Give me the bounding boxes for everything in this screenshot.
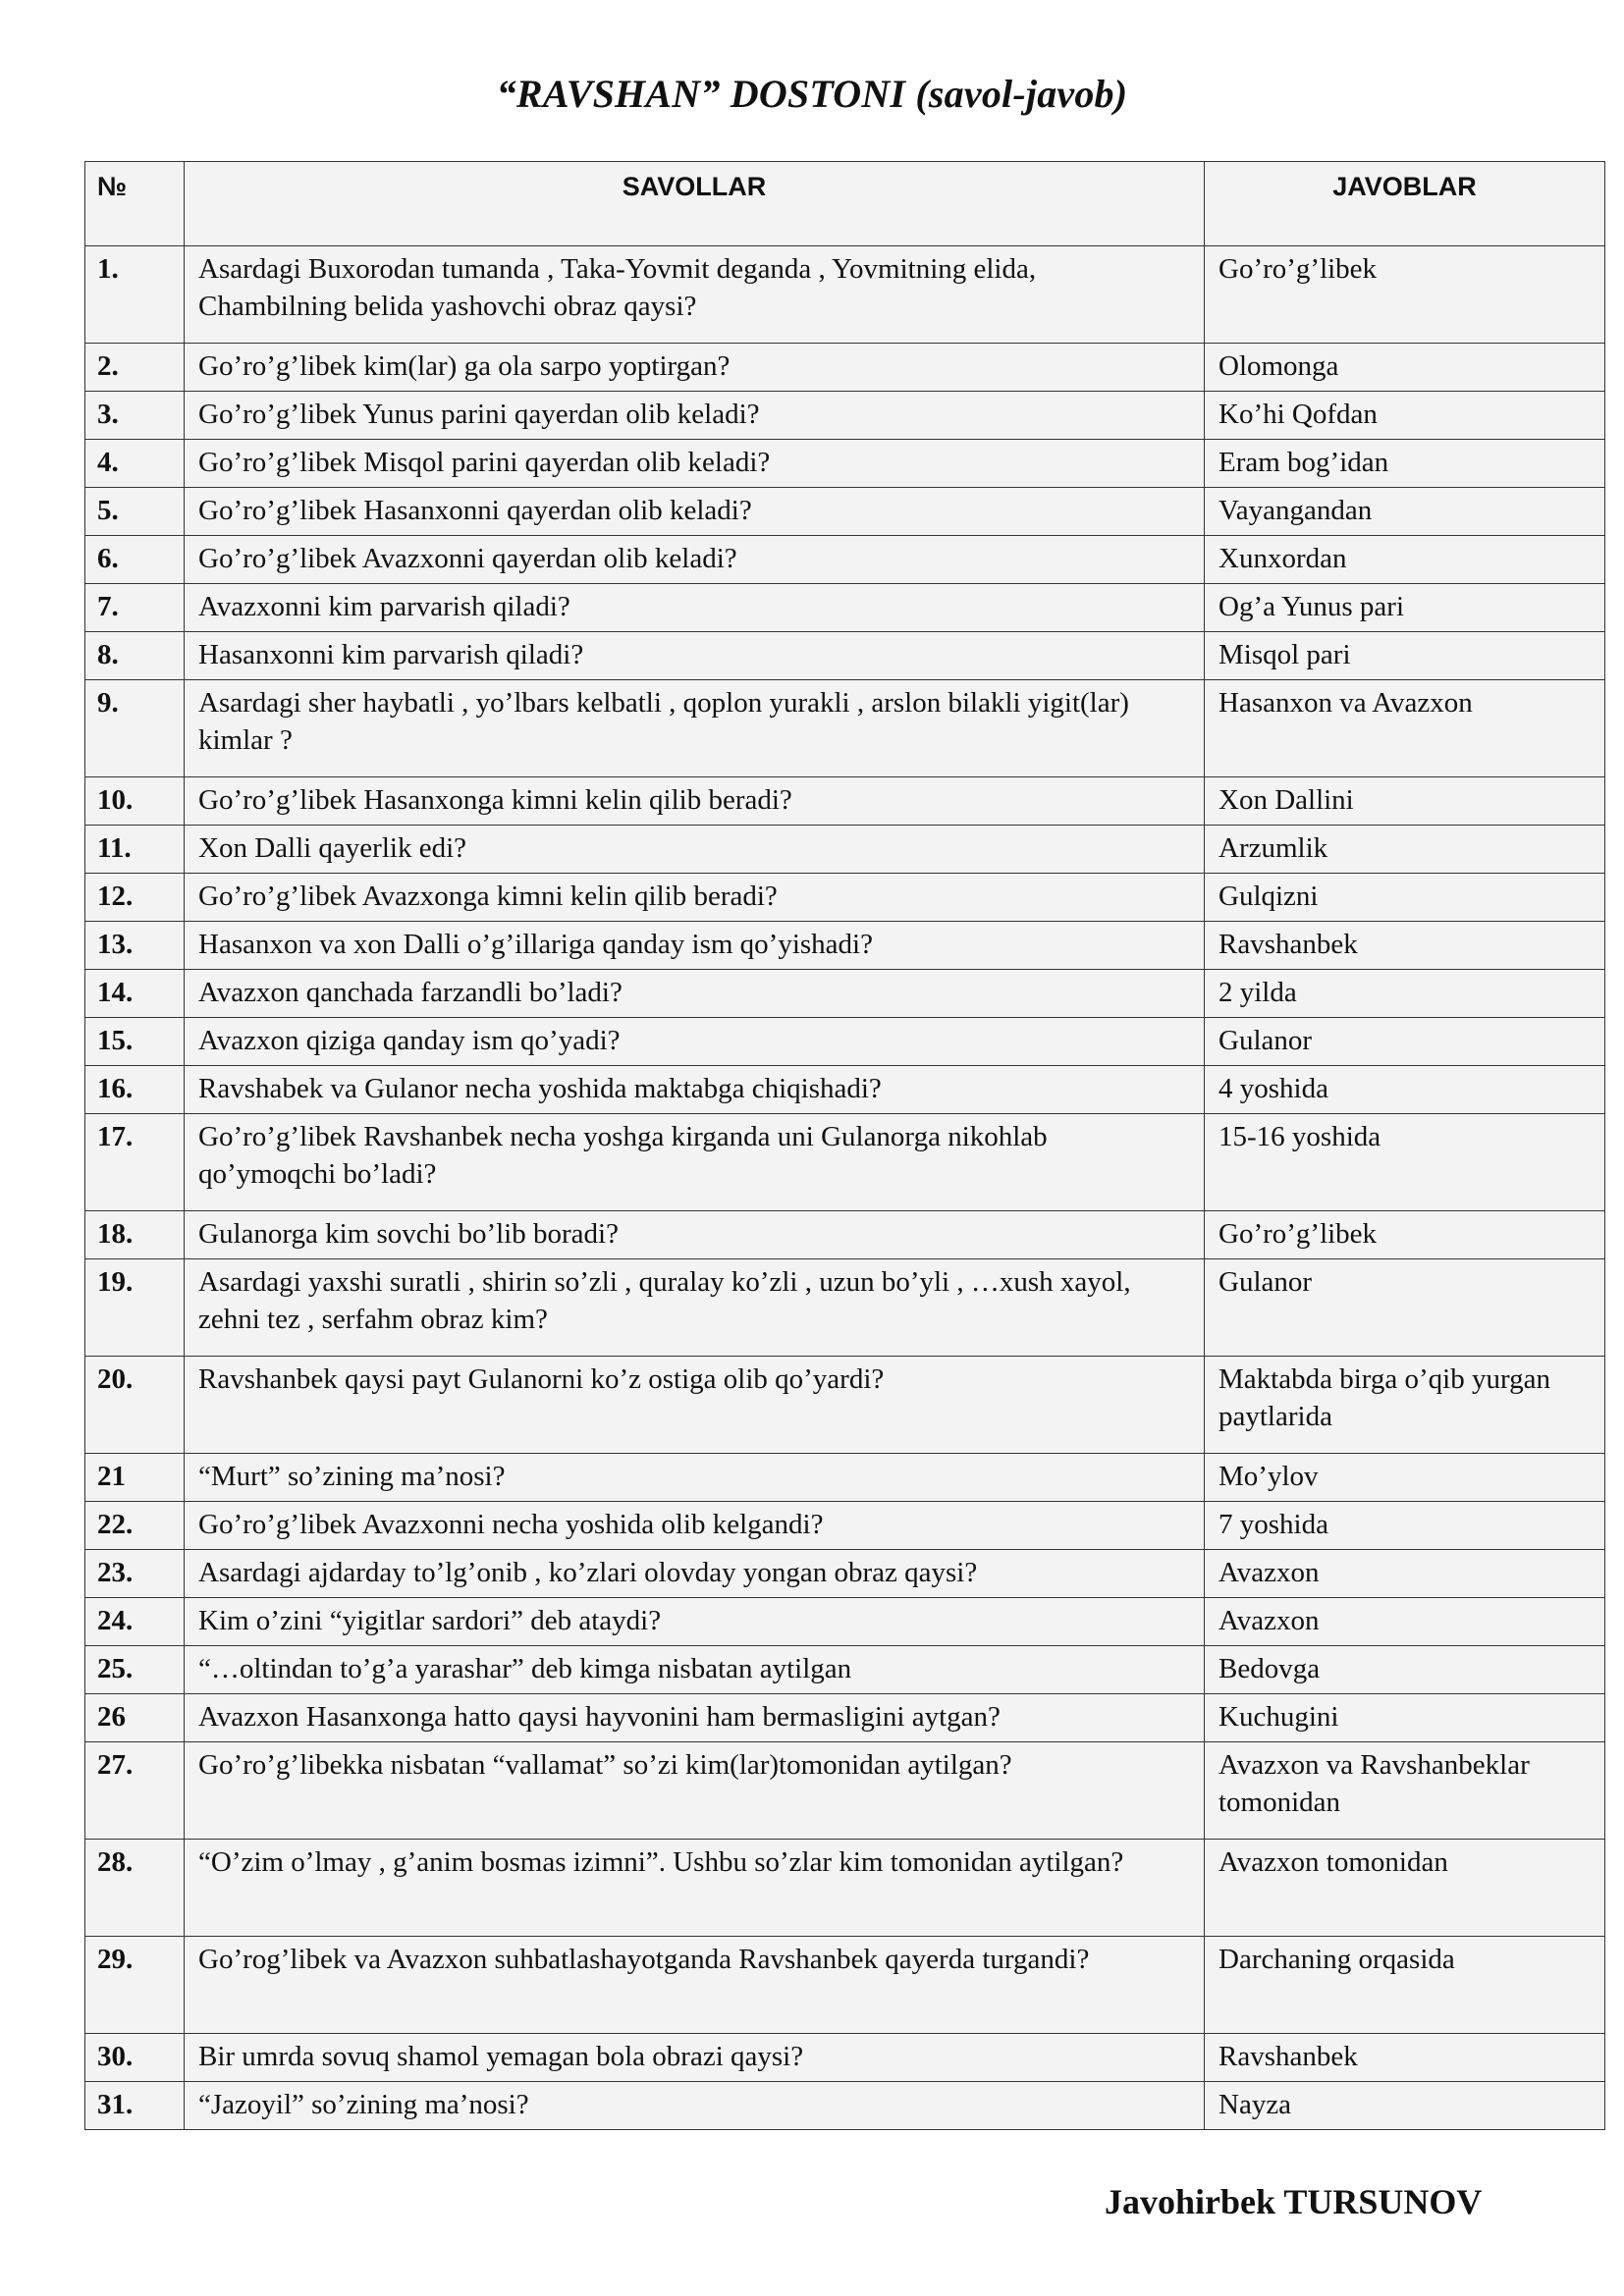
answer-cell: Og’a Yunus pari xyxy=(1205,584,1605,632)
question-cell: Hasanxonni kim parvarish qiladi? xyxy=(185,632,1205,680)
table-row xyxy=(85,970,1605,1018)
row-number: 24. xyxy=(85,1598,185,1646)
row-number: 20. xyxy=(85,1357,185,1454)
question-cell: “Jazoyil” so’zining ma’nosi? xyxy=(185,2082,1205,2130)
question-cell: Go’ro’g’libek Avazxonni qayerdan olib keladi? xyxy=(185,536,1205,584)
question-cell: Asardagi yaxshi suratli , shirin so’zli , quralay ko’zli , uzun bo’yli , …xush xayol, zehni tez , serfahm obraz kim? xyxy=(185,1259,1205,1357)
answer-cell: Arzumlik xyxy=(1205,826,1605,874)
answer-cell: Ravshanbek xyxy=(1205,922,1605,970)
question-cell: Avazxon qanchada farzandli bo’ladi? xyxy=(185,970,1205,1018)
answer-cell: Ravshanbek xyxy=(1205,2034,1605,2082)
question-cell: “Murt” so’zining ma’nosi? xyxy=(185,1454,1205,1502)
table-row xyxy=(85,777,1605,826)
row-number: 19. xyxy=(85,1259,185,1357)
answer-cell: Avazxon xyxy=(1205,1550,1605,1598)
row-number: 21 xyxy=(85,1454,185,1502)
answer-cell: Avazxon tomonidan xyxy=(1205,1840,1605,1937)
question-cell: Avazxon qiziga qanday ism qo’yadi? xyxy=(185,1018,1205,1066)
table-row xyxy=(85,2082,1605,2130)
answer-cell: Ko’hi Qofdan xyxy=(1205,392,1605,440)
question-cell: Asardagi Buxorodan tumanda , Taka-Yovmit deganda , Yovmitning elida, Chambilning belida yashovchi obraz qaysi? xyxy=(185,246,1205,344)
table-row xyxy=(85,488,1605,536)
row-number: 31. xyxy=(85,2082,185,2130)
answer-cell: 7 yoshida xyxy=(1205,1502,1605,1550)
question-cell: Go’ro’g’libek Yunus parini qayerdan olib keladi? xyxy=(185,392,1205,440)
question-cell: “O’zim o’lmay , g’anim bosmas izimni”. Ushbu so’zlar kim tomonidan aytilgan? xyxy=(185,1840,1205,1937)
row-number: 5. xyxy=(85,488,185,536)
question-cell: Go’ro’g’libekka nisbatan “vallamat” so’zi kim(lar)tomonidan aytilgan? xyxy=(185,1742,1205,1840)
qa-table xyxy=(84,161,1605,2130)
answer-cell: Go’ro’g’libek xyxy=(1205,246,1605,344)
table-row xyxy=(85,1454,1605,1502)
table-body xyxy=(85,246,1605,2130)
answer-cell: Eram bog’idan xyxy=(1205,440,1605,488)
row-number: 29. xyxy=(85,1937,185,2034)
table-row xyxy=(85,1937,1605,2034)
answer-cell: Xon Dallini xyxy=(1205,777,1605,826)
row-number: 26 xyxy=(85,1694,185,1742)
table-row xyxy=(85,1018,1605,1066)
answer-cell: 2 yilda xyxy=(1205,970,1605,1018)
question-cell: Go’ro’g’libek Misqol parini qayerdan olib keladi? xyxy=(185,440,1205,488)
row-number: 3. xyxy=(85,392,185,440)
row-number: 25. xyxy=(85,1646,185,1694)
answer-cell: Misqol pari xyxy=(1205,632,1605,680)
row-number: 23. xyxy=(85,1550,185,1598)
table-row xyxy=(85,344,1605,392)
answer-cell: Mo’ylov xyxy=(1205,1454,1605,1502)
question-cell: Gulanorga kim sovchi bo’lib boradi? xyxy=(185,1211,1205,1259)
table-row xyxy=(85,680,1605,777)
table-row xyxy=(85,1840,1605,1937)
question-cell: Go’ro’g’libek Avazxonga kimni kelin qilib beradi? xyxy=(185,874,1205,922)
table-row xyxy=(85,584,1605,632)
question-cell: Go’ro’g’libek Ravshanbek necha yoshga kirganda uni Gulanorga nikohlab qo’ymoqchi bo’ladi? xyxy=(185,1114,1205,1211)
row-number: 30. xyxy=(85,2034,185,2082)
table-row xyxy=(85,1502,1605,1550)
answer-cell: 4 yoshida xyxy=(1205,1066,1605,1114)
row-number: 18. xyxy=(85,1211,185,1259)
row-number: 9. xyxy=(85,680,185,777)
question-cell: Asardagi ajdarday to’lg’onib , ko’zlari olovday yongan obraz qaysi? xyxy=(185,1550,1205,1598)
question-cell: Go’ro’g’libek Hasanxonni qayerdan olib keladi? xyxy=(185,488,1205,536)
table-row xyxy=(85,536,1605,584)
answer-cell: Bedovga xyxy=(1205,1646,1605,1694)
table-row xyxy=(85,246,1605,344)
question-cell: Bir umrda sovuq shamol yemagan bola obrazi qaysi? xyxy=(185,2034,1205,2082)
header-answers: JAVOBLAR xyxy=(1205,162,1605,246)
header-number: № xyxy=(85,162,185,246)
row-number: 11. xyxy=(85,826,185,874)
row-number: 6. xyxy=(85,536,185,584)
row-number: 4. xyxy=(85,440,185,488)
answer-cell: Olomonga xyxy=(1205,344,1605,392)
table-row xyxy=(85,2034,1605,2082)
row-number: 28. xyxy=(85,1840,185,1937)
table-row xyxy=(85,1598,1605,1646)
question-cell: Go’ro’g’libek Hasanxonga kimni kelin qilib beradi? xyxy=(185,777,1205,826)
table-header-row xyxy=(85,162,1605,246)
table-row xyxy=(85,922,1605,970)
answer-cell: Gulanor xyxy=(1205,1018,1605,1066)
row-number: 8. xyxy=(85,632,185,680)
question-cell: Xon Dalli qayerlik edi? xyxy=(185,826,1205,874)
page-title: “RAVSHAN” DOSTONI (savol-javob) xyxy=(496,72,1128,116)
answer-cell: 15-16 yoshida xyxy=(1205,1114,1605,1211)
answer-cell: Hasanxon va Avazxon xyxy=(1205,680,1605,777)
row-number: 13. xyxy=(85,922,185,970)
row-number: 17. xyxy=(85,1114,185,1211)
question-cell: Avazxonni kim parvarish qiladi? xyxy=(185,584,1205,632)
answer-cell: Avazxon xyxy=(1205,1598,1605,1646)
row-number: 22. xyxy=(85,1502,185,1550)
table-row xyxy=(85,826,1605,874)
answer-cell: Go’ro’g’libek xyxy=(1205,1211,1605,1259)
table-row xyxy=(85,392,1605,440)
table-row xyxy=(85,632,1605,680)
table-row xyxy=(85,1211,1605,1259)
question-cell: Hasanxon va xon Dalli o’g’illariga qanday ism qo’yishadi? xyxy=(185,922,1205,970)
row-number: 27. xyxy=(85,1742,185,1840)
row-number: 1. xyxy=(85,246,185,344)
question-cell: “…oltindan to’g’a yarashar” deb kimga nisbatan aytilgan xyxy=(185,1646,1205,1694)
answer-cell: Avazxon va Ravshanbeklar tomonidan xyxy=(1205,1742,1605,1840)
table-row xyxy=(85,1259,1605,1357)
table-row xyxy=(85,1550,1605,1598)
question-cell: Asardagi sher haybatli , yo’lbars kelbatli , qoplon yurakli , arslon bilakli yigit(lar) kimlar ? xyxy=(185,680,1205,777)
answer-cell: Gulanor xyxy=(1205,1259,1605,1357)
question-cell: Go’ro’g’libek Avazxonni necha yoshida olib kelgandi? xyxy=(185,1502,1205,1550)
table-row xyxy=(85,1646,1605,1694)
answer-cell: Kuchugini xyxy=(1205,1694,1605,1742)
question-cell: Kim o’zini “yigitlar sardori” deb ataydi? xyxy=(185,1598,1205,1646)
answer-cell: Vayangandan xyxy=(1205,488,1605,536)
table-row xyxy=(85,1742,1605,1840)
question-cell: Go’ro’g’libek kim(lar) ga ola sarpo yoptirgan? xyxy=(185,344,1205,392)
answer-cell: Gulqizni xyxy=(1205,874,1605,922)
row-number: 12. xyxy=(85,874,185,922)
author-signature: Javohirbek TURSUNOV xyxy=(1105,2182,1483,2221)
answer-cell: Nayza xyxy=(1205,2082,1605,2130)
row-number: 15. xyxy=(85,1018,185,1066)
answer-cell: Maktabda birga o’qib yurgan paytlarida xyxy=(1205,1357,1605,1454)
table-row xyxy=(85,1694,1605,1742)
table-row xyxy=(85,1357,1605,1454)
table-row xyxy=(85,874,1605,922)
question-cell: Avazxon Hasanxonga hatto qaysi hayvonini ham bermasligini aytgan? xyxy=(185,1694,1205,1742)
row-number: 7. xyxy=(85,584,185,632)
answer-cell: Darchaning orqasida xyxy=(1205,1937,1605,2034)
row-number: 10. xyxy=(85,777,185,826)
table-row xyxy=(85,1066,1605,1114)
table-row xyxy=(85,440,1605,488)
table-row xyxy=(85,1114,1605,1211)
row-number: 16. xyxy=(85,1066,185,1114)
answer-cell: Xunxordan xyxy=(1205,536,1605,584)
question-cell: Ravshabek va Gulanor necha yoshida maktabga chiqishadi? xyxy=(185,1066,1205,1114)
question-cell: Go’rog’libek va Avazxon suhbatlashayotganda Ravshanbek qayerda turgandi? xyxy=(185,1937,1205,2034)
row-number: 14. xyxy=(85,970,185,1018)
header-questions: SAVOLLAR xyxy=(185,162,1205,246)
question-cell: Ravshanbek qaysi payt Gulanorni ko’z ostiga olib qo’yardi? xyxy=(185,1357,1205,1454)
row-number: 2. xyxy=(85,344,185,392)
